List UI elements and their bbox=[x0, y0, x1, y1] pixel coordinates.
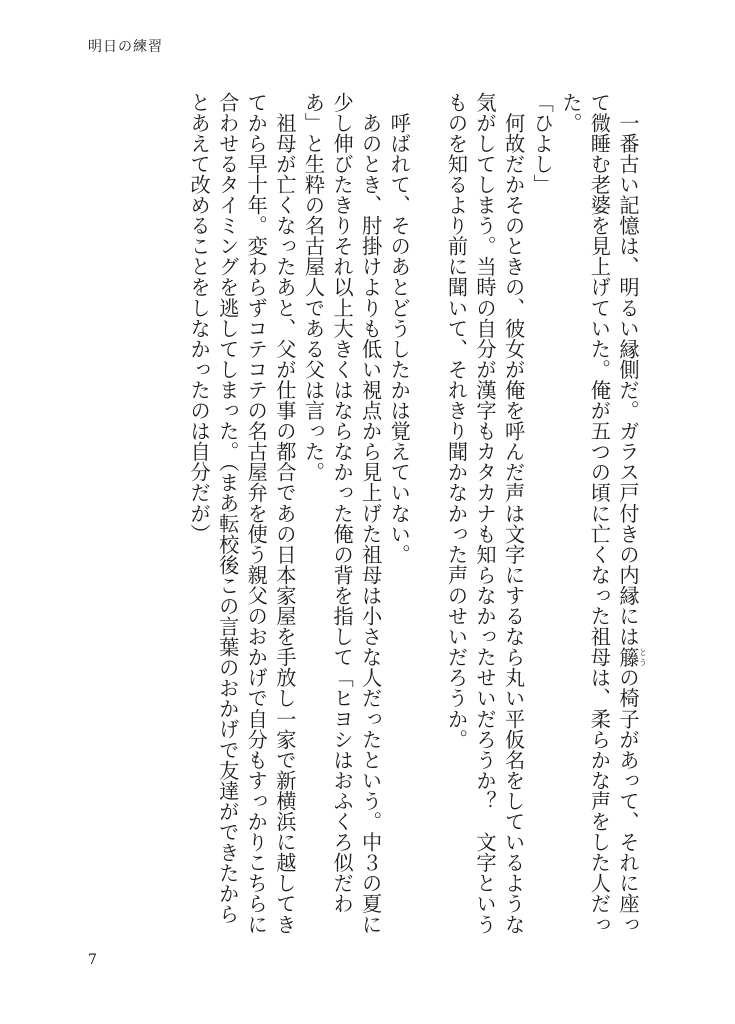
paragraph-1-end: の椅子があって、それに座って微睡む老婆を見上げていた。俺が五つの頃に亡くなった祖母は、柔らかな声をした人だった。 bbox=[558, 92, 640, 935]
ruby-base: 籐 bbox=[616, 646, 640, 668]
running-title: 明日の練習 bbox=[88, 39, 163, 55]
body-text bbox=[185, 92, 648, 942]
paragraph-6: 祖母が亡くなったあと、父が仕事の都合であの日本家屋を手放し一家で新横浜に越してきてから早十年。変わらずコテコテの名古屋弁を使う親父のおかげで自分もすっかりこちらに合わせるタイミングを逃してしまった。（まあ転校後この言葉のおかげで友達ができたからとあえて改めることをしなかったのは自分だが） bbox=[187, 92, 297, 935]
paragraph-1-start: 一番古い記憶は、明るい縁側だ。ガラス戸付きの内縁には bbox=[616, 92, 640, 647]
paragraph-1 bbox=[556, 92, 647, 942]
paragraph-2: 「ひよし」 bbox=[530, 92, 555, 195]
paragraph-5: あのとき、肘掛けよりも低い視点から見上げた祖母は小さな人だったという。中３の夏に少し伸びたきりそれ以上大きくはならなかった俺の背を指して「ヒヨシはおふくろ似だわあ」と生粋の名古屋人である父は言った。 bbox=[301, 92, 383, 935]
page-number: 7 bbox=[88, 952, 97, 968]
blank-line bbox=[413, 92, 442, 942]
ruby-annotation bbox=[616, 646, 648, 668]
paragraph-3: 何故だかそのときの、彼女が俺を呼んだ声は文字にするなら丸い平仮名をしているような気がしてしまう。当時の自分が漢字もカタカナも知らなかったせいだろうか？ 文字というものを知るより前に聞いて、それきり聞かなかった声のせいだろうか。 bbox=[444, 92, 526, 935]
paragraph-4: 呼ばれて、そのあとどうしたかは覚えていない。 bbox=[387, 92, 412, 565]
ruby-reading: とう bbox=[638, 646, 648, 668]
